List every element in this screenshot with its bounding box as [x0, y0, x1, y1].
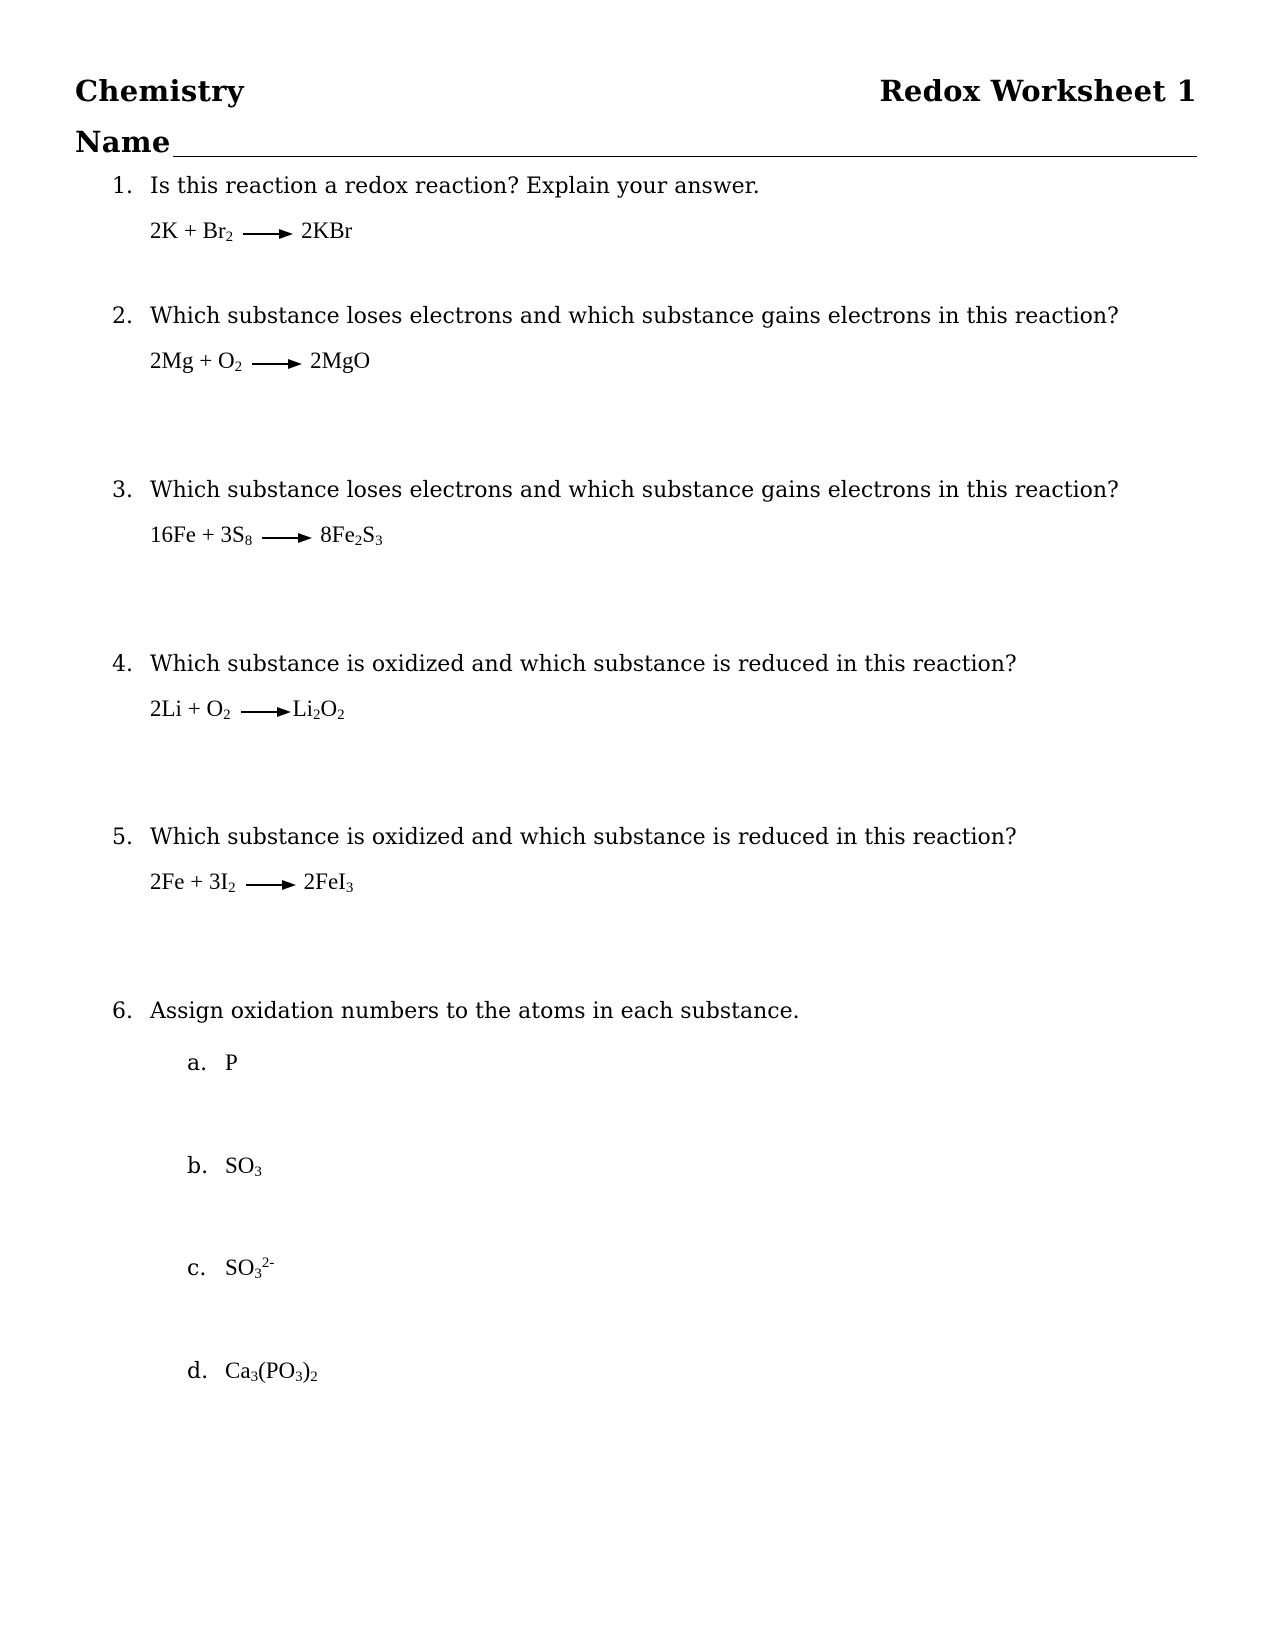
formula: $Ca_3(PO_3)_2$: [225, 1358, 318, 1385]
subject-heading: Chemistry: [75, 74, 244, 108]
reactant-coefficient-formula: 2K: [150, 218, 179, 243]
question-number: 1.: [112, 174, 133, 199]
plus-sign: +: [199, 348, 213, 373]
reaction-2: [150, 349, 370, 374]
reactant-coefficient-formula: 16Fe: [150, 522, 196, 547]
name-input-line[interactable]: [173, 128, 1197, 157]
sub-question-c: [187, 1256, 274, 1280]
question-text: Which substance is oxidized and which substance is reduced in this reaction?: [150, 652, 1017, 677]
reactant-formula: $O_2$: [217, 348, 243, 375]
question-number: 3.: [112, 478, 133, 503]
reactant-formula: $O_2$: [206, 696, 231, 723]
plus-sign: +: [201, 522, 215, 547]
formula: P: [225, 1050, 238, 1075]
sub-question-letter: a.: [187, 1051, 208, 1076]
product-formula: $8Fe_2S_3$: [320, 522, 383, 549]
question-number: 4.: [112, 652, 133, 677]
reactant-coefficient-formula: 2Mg: [150, 348, 194, 373]
reaction-arrow-icon: [262, 525, 312, 548]
product-formula: $Li_2O_2$: [292, 696, 345, 723]
question-text: Assign oxidation numbers to the atoms in each substance.: [150, 999, 800, 1024]
sub-question-letter: d.: [187, 1359, 209, 1384]
plus-sign: +: [187, 696, 201, 721]
question-3: [112, 480, 1119, 502]
question-text: Is this reaction a redox reaction? Explain your answer.: [150, 174, 760, 199]
question-2: [112, 306, 1119, 328]
sub-question-b: [187, 1154, 262, 1178]
reactant-coefficient-formula: 2Li: [150, 696, 182, 721]
reaction-arrow-icon: [243, 221, 293, 244]
question-text: Which substance loses electrons and which substance gains electrons in this reaction?: [150, 478, 1119, 503]
reaction-arrow-icon: [252, 351, 302, 374]
reaction-1: [150, 219, 352, 244]
sub-question-letter: b.: [187, 1154, 209, 1179]
name-label: Name: [75, 125, 171, 159]
sub-question-d: [187, 1359, 318, 1383]
question-6: [112, 1001, 800, 1023]
name-row: [75, 125, 1197, 159]
product-formula: 2MgO: [310, 348, 371, 373]
formula: $SO_3^{2-}$: [225, 1255, 275, 1282]
plus-sign: +: [190, 869, 204, 894]
reaction-arrow-icon: [241, 699, 291, 722]
formula: $SO_3$: [225, 1153, 262, 1180]
reactant-coefficient-formula: 2Fe: [150, 869, 185, 894]
reaction-3: [150, 523, 383, 548]
product-formula: 2KBr: [301, 218, 353, 243]
question-1: [112, 176, 760, 198]
question-4: [112, 654, 1017, 676]
question-5: [112, 827, 1017, 849]
question-number: 2.: [112, 304, 133, 329]
question-number: 5.: [112, 825, 133, 850]
product-formula: 2FeI$_3$: [303, 869, 354, 896]
question-text: Which substance is oxidized and which substance is reduced in this reaction?: [150, 825, 1017, 850]
reaction-arrow-icon: [246, 872, 296, 895]
question-text: Which substance loses electrons and which substance gains electrons in this reaction?: [150, 304, 1119, 329]
sub-question-a: [187, 1051, 238, 1075]
plus-sign: +: [183, 218, 197, 243]
reaction-5: [150, 870, 353, 895]
reactant-formula: $3I_2$: [208, 869, 236, 896]
reaction-4: [150, 697, 345, 722]
sub-question-letter: c.: [187, 1256, 207, 1281]
reactant-formula: $3S_8$: [220, 522, 253, 549]
worksheet-title: Redox Worksheet 1: [879, 74, 1197, 108]
question-number: 6.: [112, 999, 133, 1024]
reactant-formula: $Br_2$: [202, 218, 234, 245]
